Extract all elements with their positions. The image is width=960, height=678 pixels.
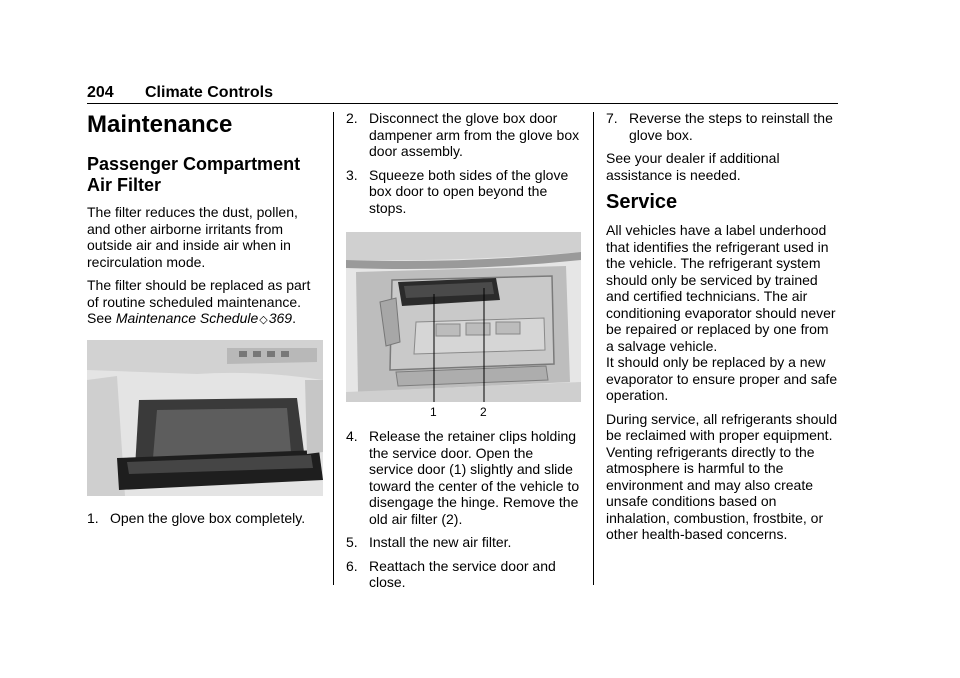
filter-description: The filter reduces the dust, pollen, and other airborne irritants from outside air and inside air when in recirculation mode.	[87, 204, 298, 270]
filter-housing-illustration	[346, 232, 581, 402]
callout-2: 2	[480, 405, 487, 419]
refrigerant-reclaim: During service, all refrigerants should be reclaimed with proper equipment. Venting refrigerants directly to the atmosphere is harmful to the environment and may also create unsafe conditions based on inhalation, combustion, frostbite, or other health-based concerns.	[606, 410, 838, 542]
refrigerant-label-info: All vehicles have a label underhood that identifies the refrigerant used in the vehicle. The refrigerant system should only be serviced by trained and certified technicians. The air conditioning evaporator should never be repaired or replaced by one from a salvage vehicle.	[606, 222, 836, 354]
step-7	[606, 110, 840, 143]
step-2	[346, 110, 581, 160]
callout-1: 1	[430, 405, 437, 419]
step-number: 3.	[346, 166, 358, 183]
column-divider-1	[333, 112, 334, 585]
step-text: Install the new air filter.	[369, 534, 512, 550]
step-number: 5.	[346, 534, 358, 550]
filter-replacement-text: The filter should be replaced as part of routine scheduled maintenance. See	[87, 277, 311, 326]
step-text: Reattach the service door and close.	[369, 557, 556, 590]
column-3	[606, 110, 840, 550]
step-text: Reverse the steps to reinstall the glove box.	[629, 110, 833, 143]
column-1	[87, 110, 323, 533]
air-filter-heading: Passenger Compartment Air Filter	[87, 154, 301, 195]
step-number: 2.	[346, 110, 358, 126]
glove-box-illustration	[87, 340, 323, 496]
page-reference-icon: ◇	[259, 314, 268, 326]
filter-replacement	[87, 277, 323, 329]
sentence-end: .	[292, 310, 296, 326]
page-header	[87, 84, 838, 104]
step-3	[346, 167, 581, 217]
step-number: 7.	[606, 110, 618, 126]
step-text: Open the glove box completely.	[110, 509, 306, 526]
step-text: Release the retainer clips holding the service door. Open the service door (1) slightly and slide toward the center of the vehicle to disengage the hinge. Remove the old air filter (2).	[369, 428, 580, 527]
column-divider-2	[593, 112, 594, 585]
step-5	[346, 534, 581, 551]
dealer-assistance: See your dealer if additional assistance is needed.	[606, 150, 780, 183]
glove-box-open-figure	[87, 340, 323, 496]
maintenance-schedule-page[interactable]: 369	[268, 310, 293, 326]
maintenance-heading: Maintenance	[87, 111, 233, 138]
step-text: Squeeze both sides of the glove box door to open beyond the stops.	[369, 166, 569, 216]
step-number: 1.	[87, 509, 99, 526]
page-number: 204	[87, 84, 114, 101]
step-number: 6.	[346, 557, 358, 574]
step-text: Disconnect the glove box door dampener arm from the glove box door assembly.	[369, 110, 580, 159]
step-number: 4.	[346, 428, 358, 444]
service-heading: Service	[606, 191, 678, 213]
maintenance-schedule-link[interactable]: Maintenance Schedule	[115, 310, 259, 326]
service-door-figure	[346, 232, 581, 402]
step-1	[87, 510, 323, 527]
header-rule	[87, 103, 838, 104]
column-2	[346, 110, 581, 598]
section-title: Climate Controls	[145, 84, 274, 101]
step-6	[346, 558, 581, 591]
step-4	[346, 428, 581, 527]
figure-callouts	[346, 402, 581, 418]
evaporator-replacement: It should only be replaced by a new evaporator to ensure proper and safe operation.	[606, 354, 838, 403]
